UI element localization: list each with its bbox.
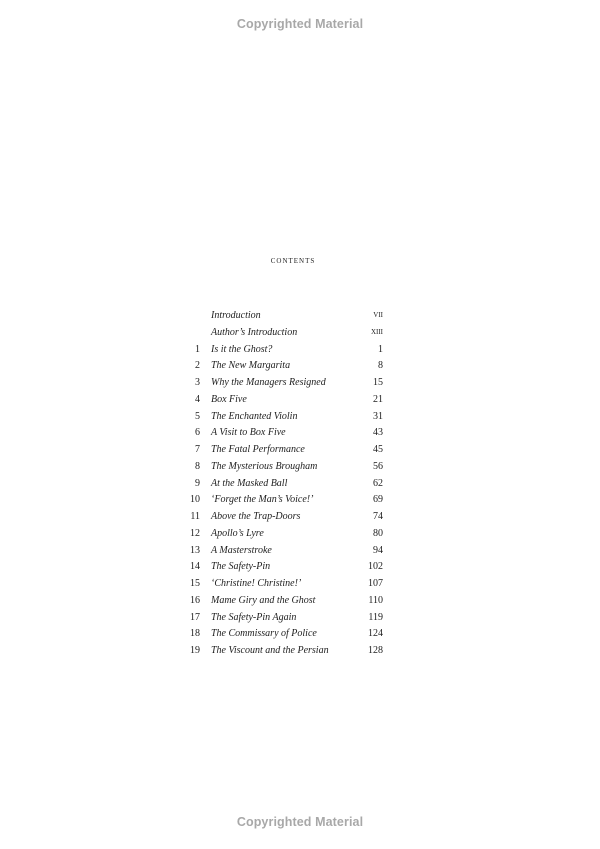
page-number: 94 — [373, 544, 383, 556]
page-number: 102 — [368, 561, 383, 573]
page-number: 21 — [373, 393, 383, 405]
page-number: 8 — [378, 360, 383, 372]
chapter-number: 11 — [190, 511, 200, 522]
page-number: 74 — [373, 511, 383, 522]
chapter-title: Mame Giry and the Ghost — [211, 594, 316, 606]
page-number: 80 — [373, 527, 383, 539]
page-number: 15 — [373, 377, 383, 388]
page-number: 69 — [373, 494, 383, 506]
chapter-number: 2 — [195, 360, 200, 372]
toc-entry — [0, 444, 600, 461]
chapter-number: 12 — [190, 527, 200, 539]
toc-entry — [0, 645, 600, 662]
chapter-title: The Commissary of Police — [211, 628, 317, 640]
chapter-title: Apollo’s Lyre — [211, 527, 264, 539]
chapter-number: 4 — [195, 393, 200, 405]
page-number: 31 — [373, 410, 383, 422]
chapter-title: The Enchanted Violin — [211, 410, 298, 422]
page-number: 62 — [373, 477, 383, 489]
chapter-number: 3 — [195, 377, 200, 388]
toc-entry — [0, 411, 600, 428]
toc-entry — [0, 310, 600, 327]
toc-entry — [0, 394, 600, 411]
chapter-title: Introduction — [211, 310, 261, 321]
toc-entry — [0, 360, 600, 377]
toc-entry — [0, 595, 600, 612]
chapter-title: The Mysterious Brougham — [211, 460, 318, 472]
chapter-number: 8 — [195, 460, 200, 472]
page-number: 110 — [368, 594, 383, 606]
toc-entry — [0, 511, 600, 528]
page-number: xiii — [370, 326, 383, 337]
chapter-title: Above the Trap-Doors — [211, 511, 301, 522]
chapter-title: At the Masked Ball — [211, 477, 288, 489]
chapter-title: Box Five — [211, 393, 247, 405]
page-number: 107 — [368, 578, 383, 589]
chapter-title: ‘Forget the Man’s Voice!’ — [211, 494, 314, 506]
page-number: 43 — [373, 427, 383, 439]
page-number: 124 — [368, 628, 383, 640]
toc-entry — [0, 461, 600, 478]
toc-entry — [0, 344, 600, 361]
chapter-number: 18 — [190, 628, 200, 640]
chapter-title: Is it the Ghost? — [211, 343, 273, 355]
toc-entry — [0, 561, 600, 578]
page-number: 45 — [373, 444, 383, 455]
toc-entry — [0, 528, 600, 545]
chapter-number: 14 — [190, 561, 200, 573]
page-number: 119 — [368, 611, 383, 623]
chapter-number: 13 — [190, 544, 200, 556]
toc-entry — [0, 578, 600, 595]
chapter-title: Author’s Introduction — [211, 326, 298, 338]
toc-entry — [0, 545, 600, 562]
copyright-watermark-bottom: Copyrighted Material — [236, 815, 364, 829]
toc-entry — [0, 612, 600, 629]
chapter-number: 17 — [190, 611, 200, 623]
contents-heading: contents — [270, 255, 316, 266]
page-number: vii — [373, 310, 383, 320]
chapter-number: 6 — [195, 427, 200, 439]
copyright-watermark-top: Copyrighted Material — [236, 17, 364, 31]
chapter-number: 15 — [190, 578, 200, 589]
chapter-title: The Safety-Pin — [211, 561, 271, 573]
chapter-number: 5 — [195, 410, 200, 422]
toc-entry — [0, 327, 600, 344]
toc-entry — [0, 628, 600, 645]
toc-entry — [0, 494, 600, 511]
page-number: 128 — [368, 645, 383, 656]
chapter-title: The Fatal Performance — [211, 444, 305, 455]
page-number: 1 — [378, 343, 383, 355]
chapter-number: 16 — [190, 594, 200, 606]
chapter-title: A Visit to Box Five — [211, 427, 286, 439]
chapter-title: ‘Christine! Christine!’ — [211, 578, 302, 589]
chapter-title: The Viscount and the Persian — [211, 645, 329, 656]
toc-entry — [0, 478, 600, 495]
chapter-title: The New Margarita — [211, 360, 291, 372]
chapter-number: 9 — [195, 477, 200, 489]
chapter-number: 10 — [190, 494, 200, 506]
chapter-title: Why the Managers Resigned — [211, 377, 326, 388]
toc-entry — [0, 427, 600, 444]
chapter-number: 7 — [195, 444, 200, 455]
toc-entry — [0, 377, 600, 394]
table-of-contents — [0, 310, 600, 662]
page-number: 56 — [373, 460, 383, 472]
chapter-number: 1 — [195, 343, 200, 355]
chapter-title: A Masterstroke — [211, 544, 272, 556]
chapter-number: 19 — [190, 645, 200, 656]
chapter-title: The Safety-Pin Again — [211, 611, 297, 623]
